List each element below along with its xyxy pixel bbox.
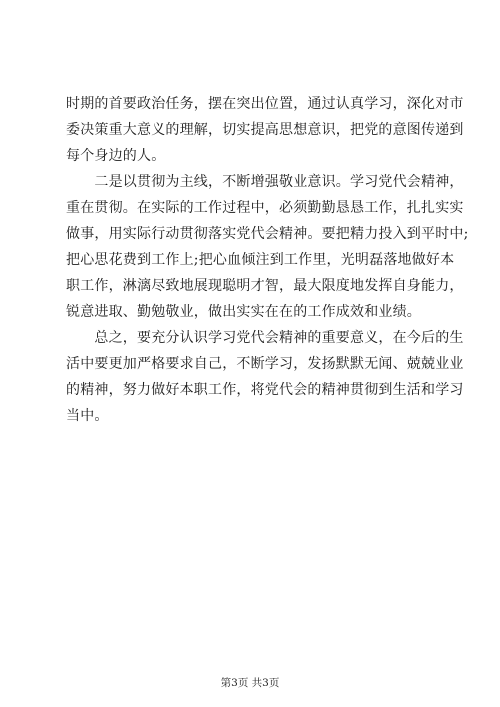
paragraph-3-line-1: 总之，要充分认识学习党代会精神的重要意义，在今后的生 [66,330,464,346]
paragraph-2-line-2: 重在贯彻。在实际的工作过程中，必须勤勤恳恳工作，扎扎实实 [66,200,464,216]
paragraph-2-line-6: 锐意进取、勤勉敬业，做出实实在在的工作成效和业绩。 [66,304,421,320]
paragraph-1-line-3: 每个身边的人。 [66,148,166,164]
document-body [66,91,469,429]
paragraph-2-line-4: 把心思花费到工作上;把心血倾注到工作里，光明磊落地做好本 [66,252,455,268]
paragraph-3-line-4: 当中。 [66,408,109,424]
paragraph-3-line-2: 活中要更加严格要求自己，不断学习，发扬默默无闻、兢兢业业 [66,356,464,372]
paragraph-1-line-2: 委决策重大意义的理解，切实提高思想意识，把党的意图传递到 [66,122,464,138]
paragraph-2-line-3: 做事，用实际行动贯彻落实党代会精神。要把精力投入到平时中; [66,226,469,242]
paragraph-1-line-1: 时期的首要政治任务，摆在突出位置，通过认真学习，深化对市 [66,96,464,112]
page-footer [0,676,500,690]
paragraph-2-line-1: 二是以贯彻为主线，不断增强敬业意识。学习党代会精神， [66,174,464,190]
paragraph-3-line-3: 的精神，努力做好本职工作，将党代会的精神贯彻到生活和学习 [66,382,464,398]
paragraph-2-line-5: 职工作，淋漓尽致地展现聪明才智，最大限度地发挥自身能力， [66,278,464,294]
page-number-label: 第3页 共3页 [220,677,280,689]
